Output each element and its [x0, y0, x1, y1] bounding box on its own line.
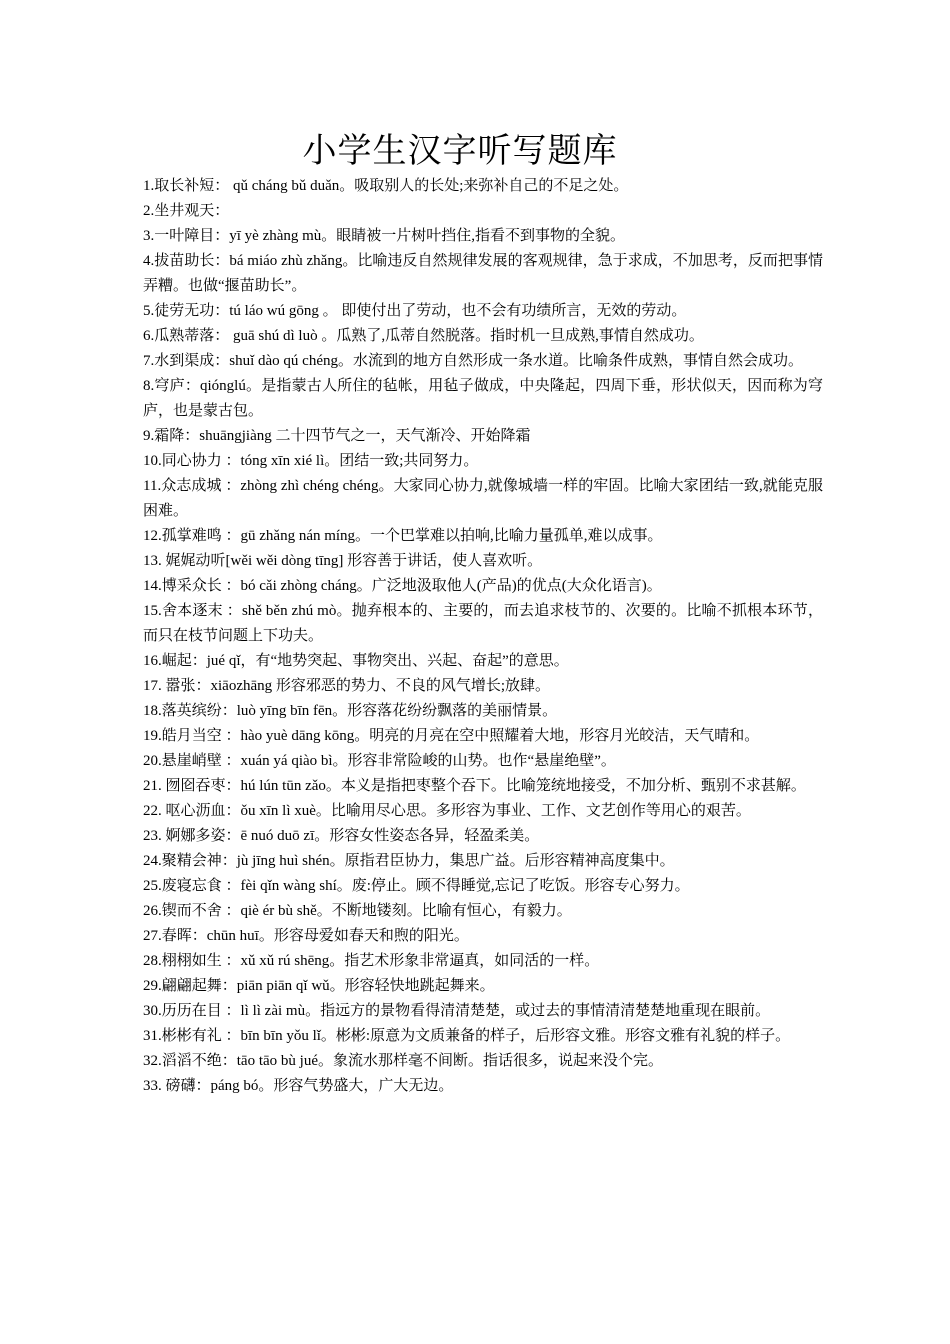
list-item: 28.栩栩如生 ：xǔ xǔ rú shēng。指艺术形象非常逼真，如同活的一样。	[143, 953, 600, 969]
list-item: 4.拔苗助长：bá miáo zhù zhǎng。比喻违反自然规律发展的客观规律，急于求成，不加思考，反而把事情弄糟。也做“揠苗助长”。	[143, 253, 823, 294]
list-item: 25.废寝忘食 ：fèi qǐn wàng shí。废:停止。顾不得睡觉,忘记了吃饭。形容专心努力。	[143, 878, 690, 894]
list-item: 5.徒劳无功：tú láo wú gōng 。 即使付出了劳动，也不会有功绩所言，无效的劳动。	[143, 303, 687, 319]
list-item: 19.皓月当空 ：hào yuè dāng kōng。明亮的月亮在空中照耀着大地，形容月光皎洁，天气晴和。	[143, 728, 760, 744]
list-item: 17. 嚣张：xiāozhāng 形容邪恶的势力、不良的风气增长;放肆。	[143, 678, 551, 694]
list-item: 12.孤掌难鸣 ：gū zhǎng nán míng。一个巴掌难以拍响,比喻力量孤单,难以成事。	[143, 528, 663, 544]
page-title: 小学生汉字听写题库	[302, 131, 618, 171]
list-item: 30.历历在目 ：lì lì zài mù。指远方的景物看得清清楚楚，或过去的事情清清楚楚地重现在眼前。	[143, 1003, 771, 1019]
list-item: 22. 呕心沥血：ǒu xīn lì xuè。比喻用尽心思。多形容为事业、工作、文艺创作等用心的艰苦。	[143, 803, 751, 819]
list-item: 15.舍本逐末 ：shě běn zhú mò。抛弃根本的、主要的，而去追求枝节的、次要的。比喻不抓根本环节，而只在枝节问题上下功夫。	[143, 603, 823, 644]
list-item: 18.落英缤纷：luò yīng bīn fēn。形容落花纷纷飘落的美丽情景。	[143, 703, 558, 719]
list-item: 29.翩翩起舞：piān piān qǐ wǔ。形容轻快地跳起舞来。	[143, 978, 495, 994]
list-item: 27.春晖：chūn huī。形容母爱如春天和煦的阳光。	[143, 928, 469, 944]
list-item: 33. 磅礴：páng bó。形容气势盛大，广大无边。	[143, 1078, 454, 1094]
list-item: 2.坐井观天：	[143, 203, 230, 219]
list-item: 10.同心协力 ：tóng xīn xié lì。团结一致;共同努力。	[143, 453, 479, 469]
list-item: 13. 娓娓动听[wěi wěi dòng tīng] 形容善于讲话，使人喜欢听。	[143, 553, 543, 569]
list-item: 21. 囫囵吞枣：hú lún tūn zǎo。本义是指把枣整个吞下。比喻笼统地接受，不加分析、甄别不求甚解。	[143, 778, 806, 794]
list-item: 1.取长补短： qǔ cháng bǔ duǎn。吸取别人的长处;来弥补自己的不足之处。	[143, 178, 629, 194]
list-item: 14.博采众长 ：bó cǎi zhòng cháng。广泛地汲取他人(产品)的优点(大众化语言)。	[143, 578, 662, 594]
list-item: 3.一叶障目：yī yè zhàng mù。眼睛被一片树叶挡住,指看不到事物的全貌。	[143, 228, 626, 244]
list-item: 20.悬崖峭壁 ：xuán yá qiào bì。形容非常险峻的山势。也作“悬崖绝壁”。	[143, 753, 616, 769]
list-item: 24.聚精会神：jù jīng huì shén。原指君臣协力，集思广益。后形容精神高度集中。	[143, 853, 675, 869]
list-item: 9.霜降：shuāngjiàng 二十四节气之一，天气渐冷、开始降霜	[143, 428, 531, 444]
list-item: 23. 婀娜多姿：ē nuó duō zī。形容女性姿态各异，轻盈柔美。	[143, 828, 540, 844]
list-item: 16.崛起：jué qǐ，有“地势突起、事物突出、兴起、奋起”的意思。	[143, 653, 569, 669]
list-item: 32.滔滔不绝：tāo tāo bù jué。象流水那样毫不间断。指话很多，说起来没个完。	[143, 1053, 663, 1069]
list-item: 31.彬彬有礼 ：bīn bīn yǒu lǐ。彬彬:原意为文质兼备的样子，后形容文雅。形容文雅有礼貌的样子。	[143, 1028, 791, 1044]
list-item: 26.锲而不舍 ：qiè ér bù shě。不断地镂刻。比喻有恒心，有毅力。	[143, 903, 572, 919]
list-item: 7.水到渠成：shuǐ dào qú chéng。水流到的地方自然形成一条水道。比喻条件成熟，事情自然会成功。	[143, 353, 803, 369]
list-item: 8.穹庐：qiónglú。是指蒙古人所住的毡帐，用毡子做成，中央隆起，四周下垂，形状似天，因而称为穹庐，也是蒙古包。	[143, 378, 823, 419]
list-item: 11.众志成城 ：zhòng zhì chéng chéng。大家同心协力,就像城墙一样的牢固。比喻大家团结一致,就能克服困难。	[143, 478, 823, 519]
list-item: 6.瓜熟蒂落： guā shú dì luò 。瓜熟了,瓜蒂自然脱落。指时机一旦成熟,事情自然成功。	[143, 328, 704, 344]
dictation-list	[143, 174, 823, 1099]
